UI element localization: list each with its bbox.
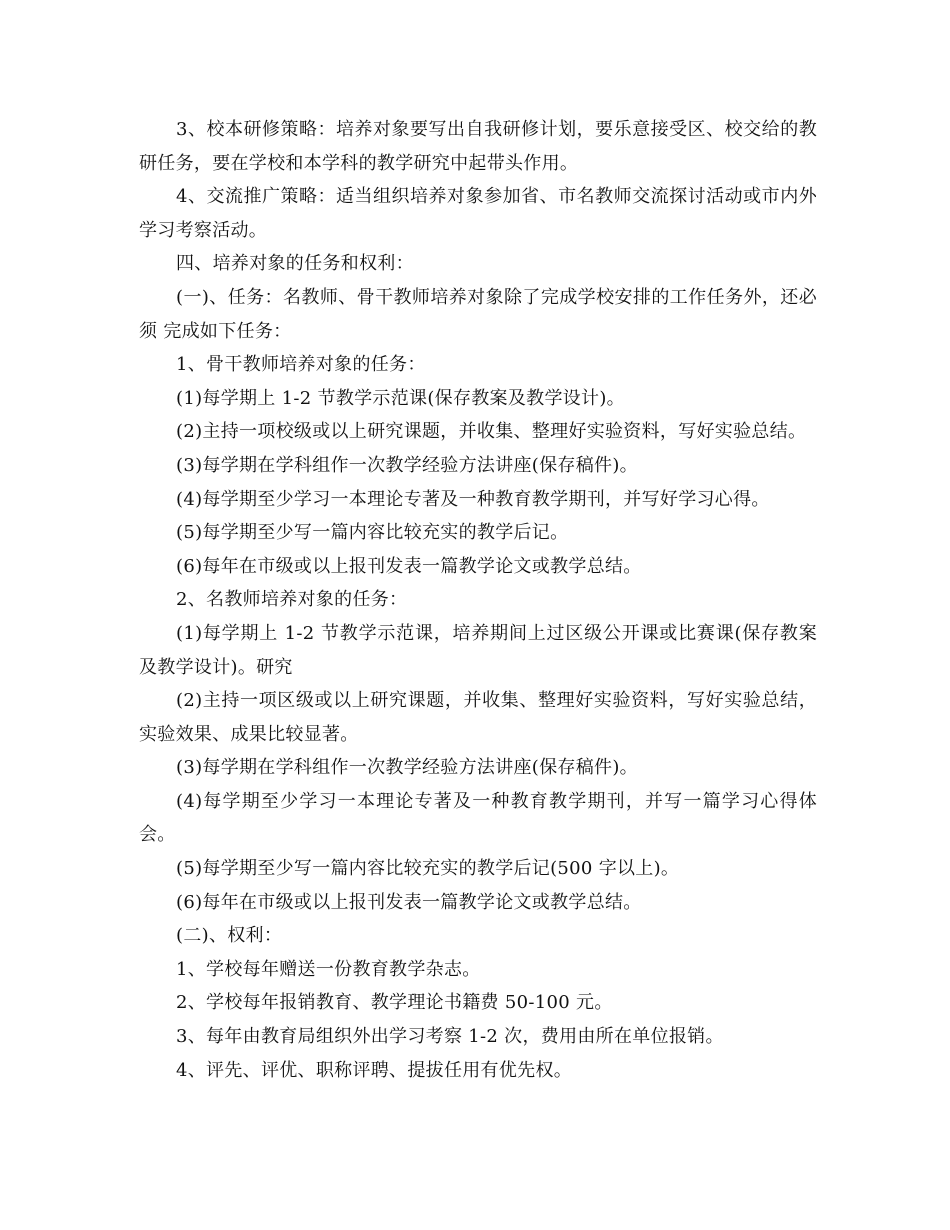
subsection-heading-rights: (二)、权利： (176, 925, 283, 947)
list-item-backbone-5: (5)每学期至少写一篇内容比较充实的教学后记。 (176, 522, 569, 544)
list-item-famous-5: (5)每学期至少写一篇内容比较充实的教学后记(500 字以上)。 (176, 858, 680, 880)
list-item-backbone-1: (1)每学期上 1-2 节教学示范课(保存教案及教学设计)。 (176, 387, 625, 409)
heading-famous-teacher-tasks: 2、名教师培养对象的任务： (176, 589, 408, 611)
list-item-famous-6: (6)每年在市级或以上报刊发表一篇教学论文或教学总结。 (176, 891, 642, 913)
list-item-famous-3: (3)每学期在学科组作一次教学经验方法讲座(保存稿件)。 (176, 757, 638, 779)
document-body (139, 113, 817, 1087)
list-item-backbone-6: (6)每年在市级或以上报刊发表一篇教学论文或教学总结。 (176, 555, 642, 577)
list-item-famous-1: (1)每学期上 1-2 节教学示范课，培养期间上过区级公开课或比赛课(保存教案及教学设计)。研究 (139, 622, 817, 678)
list-item-right-1: 1、学校每年赠送一份教育教学杂志。 (176, 958, 481, 980)
list-item-famous-4: (4)每学期至少学习一本理论专著及一种教育教学期刊，并写一篇学习心得体会。 (139, 790, 817, 846)
list-item-famous-2: (2)主持一项区级或以上研究课题，并收集、整理好实验资料，写好实验总结，实验效果、成果比较显著。 (139, 690, 817, 745)
heading-backbone-teacher-tasks: 1、骨干教师培养对象的任务： (176, 354, 426, 376)
list-item-right-2: 2、学校每年报销教育、教学理论书籍费 50-100 元。 (176, 992, 613, 1014)
subsection-heading-tasks: (一)、任务：名教师、骨干教师培养对象除了完成学校安排的工作任务外，还必须 完成如下任务： (139, 286, 817, 342)
paragraph-school-training-strategy: 3、校本研修策略：培养对象要写出自我研修计划，要乐意接受区、校交给的教研任务，要在学校和本学科的教学研究中起带头作用。 (139, 119, 817, 174)
list-item-backbone-4: (4)每学期至少学习一本理论专著及一种教育教学期刊，并写好学习心得。 (176, 488, 770, 510)
list-item-backbone-2: (2)主持一项校级或以上研究课题，并收集、整理好实验资料，写好实验总结。 (176, 421, 807, 443)
list-item-right-4: 4、评先、评优、职称评聘、提拔任用有优先权。 (176, 1059, 573, 1081)
list-item-backbone-3: (3)每学期在学科组作一次教学经验方法讲座(保存稿件)。 (176, 454, 638, 476)
paragraph-exchange-strategy: 4、交流推广策略：适当组织培养对象参加省、市名教师交流探讨活动或市内外学习考察活动。 (139, 186, 817, 241)
section-heading-tasks-rights: 四、培养对象的任务和权利： (176, 253, 414, 275)
list-item-right-3: 3、每年由教育局组织外出学习考察 1-2 次，费用由所在单位报销。 (176, 1026, 724, 1048)
